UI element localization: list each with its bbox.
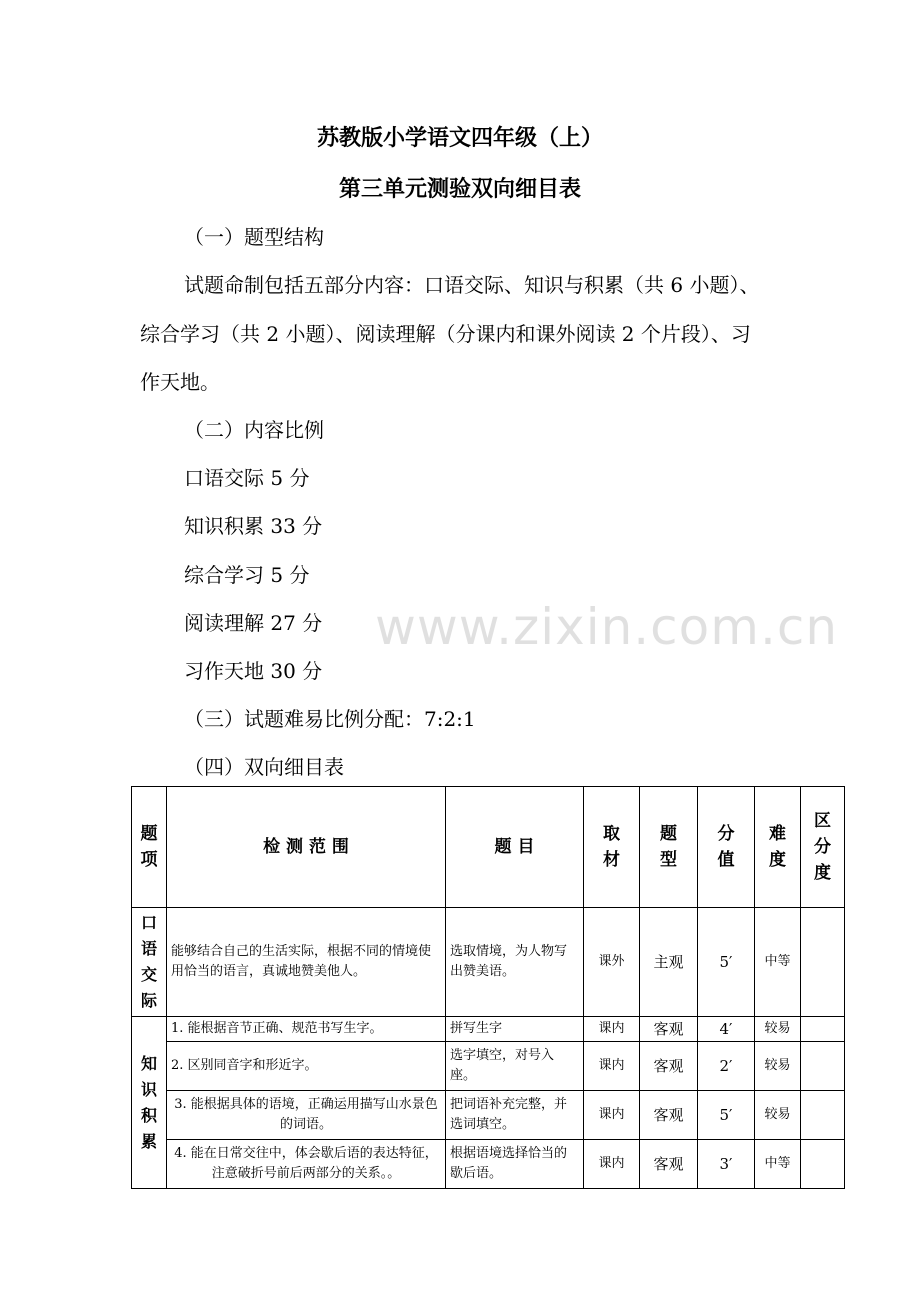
type-cell: 客观 bbox=[640, 1140, 698, 1189]
ratio-item: 知识积累 33 分 bbox=[184, 514, 323, 538]
difficulty-cell: 中等 bbox=[755, 1140, 801, 1189]
discrimination-cell bbox=[801, 908, 845, 1017]
difficulty-cell: 较易 bbox=[755, 1091, 801, 1140]
spec-table bbox=[131, 786, 845, 1189]
paragraph-line: 作天地。 bbox=[140, 370, 220, 394]
question-cell: 把词语补充完整，并选词填空。 bbox=[446, 1091, 584, 1140]
difficulty-cell: 较易 bbox=[755, 1017, 801, 1042]
source-cell: 课内 bbox=[584, 1017, 640, 1042]
header-discrimination: 区分度 bbox=[801, 787, 845, 908]
scope-cell: 1. 能根据音节正确、规范书写生字。 bbox=[167, 1017, 446, 1042]
question-cell: 选字填空，对号入座。 bbox=[446, 1042, 584, 1091]
difficulty-cell: 中等 bbox=[755, 908, 801, 1017]
header-score: 分值 bbox=[698, 787, 755, 908]
header-question: 题 目 bbox=[446, 787, 584, 908]
ratio-item: 口语交际 5 分 bbox=[184, 466, 310, 490]
type-cell: 客观 bbox=[640, 1017, 698, 1042]
source-cell: 课内 bbox=[584, 1042, 640, 1091]
type-cell: 客观 bbox=[640, 1042, 698, 1091]
header-scope: 检 测 范 围 bbox=[167, 787, 446, 908]
watermark: www.zixin.com.cn bbox=[375, 598, 839, 656]
type-cell: 主观 bbox=[640, 908, 698, 1017]
table-header-row bbox=[132, 787, 845, 908]
section-heading-structure: （一）题型结构 bbox=[184, 225, 324, 249]
header-source: 取材 bbox=[584, 787, 640, 908]
scope-cell: 2. 区别同音字和形近字。 bbox=[167, 1042, 446, 1091]
discrimination-cell bbox=[801, 1042, 845, 1091]
section-heading-table: （四）双向细目表 bbox=[184, 755, 344, 779]
group-label-oral: 口语交际 bbox=[132, 908, 167, 1017]
table-row bbox=[132, 1140, 845, 1189]
scope-cell: 3. 能根据具体的语境，正确运用描写山水景色的词语。 bbox=[167, 1091, 446, 1140]
document-subtitle: 第三单元测验双向细目表 bbox=[338, 177, 581, 202]
table-row bbox=[132, 1017, 845, 1042]
discrimination-cell bbox=[801, 1091, 845, 1140]
section-heading-ratio: （二）内容比例 bbox=[184, 418, 324, 442]
scope-cell: 能够结合自己的生活实际，根据不同的情境使用恰当的语言，真诚地赞美他人。 bbox=[167, 908, 446, 1017]
source-cell: 课内 bbox=[584, 1091, 640, 1140]
paragraph-line: 试题命制包括五部分内容：口语交际、知识与积累（共 6 小题）、 bbox=[184, 273, 760, 297]
score-cell: 5′ bbox=[698, 908, 755, 1017]
ratio-item: 阅读理解 27 分 bbox=[184, 611, 323, 635]
scope-cell: 4. 能在日常交往中，体会歇后语的表达特征，注意破折号前后两部分的关系。。 bbox=[167, 1140, 446, 1189]
source-cell: 课外 bbox=[584, 908, 640, 1017]
difficulty-cell: 较易 bbox=[755, 1042, 801, 1091]
score-cell: 4′ bbox=[698, 1017, 755, 1042]
question-cell: 选取情境，为人物写出赞美语。 bbox=[446, 908, 584, 1017]
header-item: 题项 bbox=[132, 787, 167, 908]
header-difficulty: 难度 bbox=[755, 787, 801, 908]
document-title: 苏教版小学语文四年级（上） bbox=[316, 126, 603, 151]
ratio-item: 习作天地 30 分 bbox=[184, 659, 323, 683]
table-row bbox=[132, 1091, 845, 1140]
question-cell: 拼写生字 bbox=[446, 1017, 584, 1042]
table-row bbox=[132, 908, 845, 1017]
score-cell: 3′ bbox=[698, 1140, 755, 1189]
paragraph-line: 综合学习（共 2 小题）、阅读理解（分课内和课外阅读 2 个片段）、习 bbox=[140, 322, 751, 346]
group-label-knowledge: 知识积累 bbox=[132, 1017, 167, 1189]
header-type: 题型 bbox=[640, 787, 698, 908]
source-cell: 课内 bbox=[584, 1140, 640, 1189]
table-row bbox=[132, 1042, 845, 1091]
question-cell: 根据语境选择恰当的歇后语。 bbox=[446, 1140, 584, 1189]
score-cell: 2′ bbox=[698, 1042, 755, 1091]
section-heading-difficulty: （三）试题难易比例分配：7:2:1 bbox=[184, 707, 476, 731]
ratio-item: 综合学习 5 分 bbox=[184, 563, 310, 587]
type-cell: 客观 bbox=[640, 1091, 698, 1140]
discrimination-cell bbox=[801, 1140, 845, 1189]
discrimination-cell bbox=[801, 1017, 845, 1042]
score-cell: 5′ bbox=[698, 1091, 755, 1140]
